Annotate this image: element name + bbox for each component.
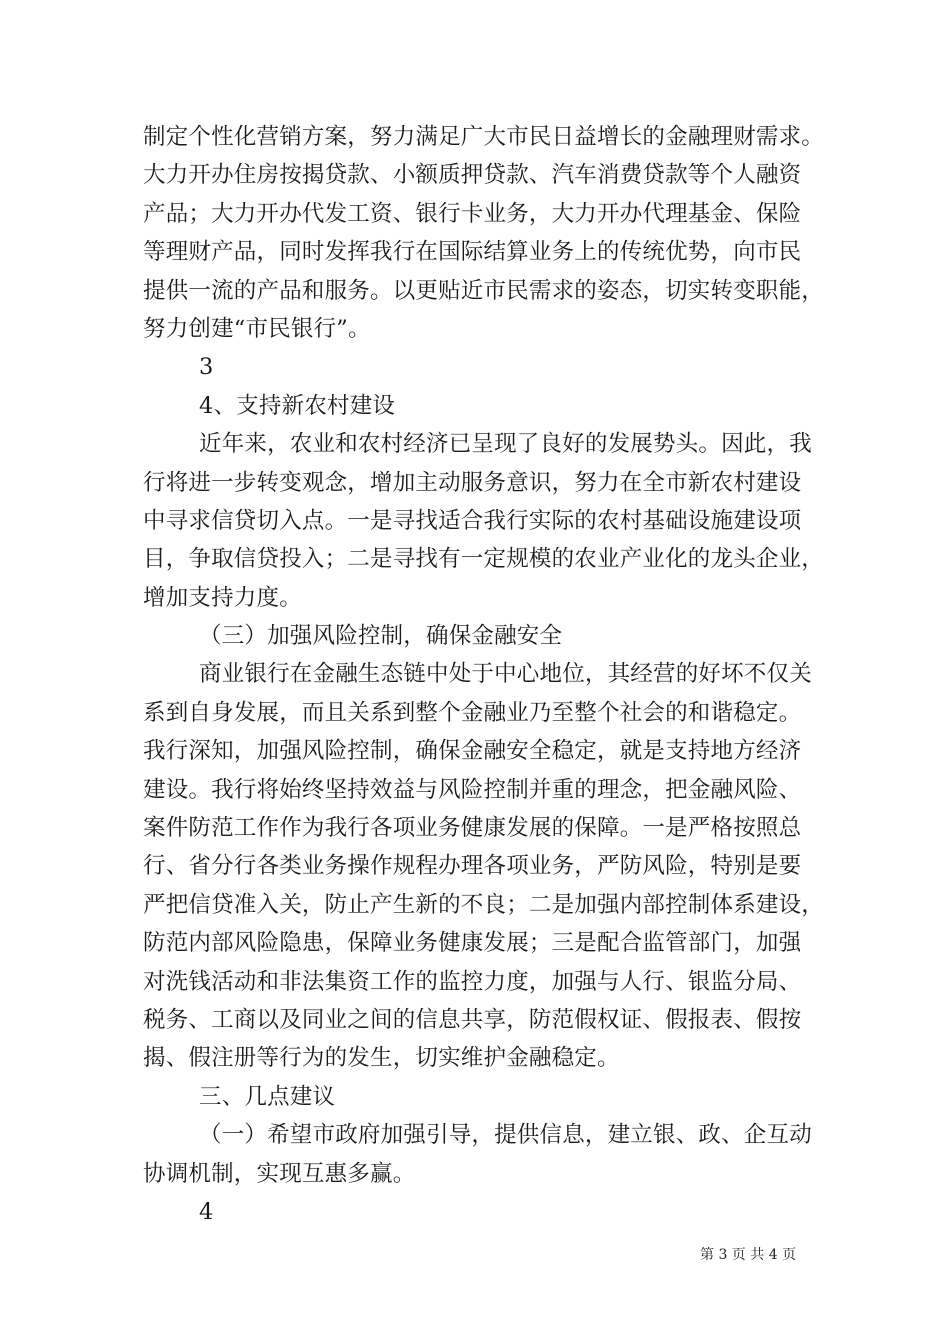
text-line: 努力创建“市民银行”。 <box>143 315 371 342</box>
text-line: 我行深知，加强风险控制，确保金融安全稳定，就是支持地方经济 <box>143 738 802 765</box>
text-line: 中寻求信贷切入点。一是寻找适合我行实际的农村基础设施建设项 <box>143 507 802 534</box>
text-line: 对洗钱活动和非法集资工作的监控力度，加强与人行、银监分局、 <box>143 968 802 995</box>
text-line: 制定个性化营销方案，努力满足广大市民日益增长的金融理财需求。 <box>143 124 825 150</box>
text-line: 目，争取信贷投入；二是寻找有一定规模的农业产业化的龙头企业， <box>143 546 825 573</box>
text-line: 税务、工商以及同业之间的信息共享，防范假权证、假报表、假按 <box>143 1006 802 1033</box>
text-line: 等理财产品，同时发挥我行在国际结算业务上的传统优势，向市民 <box>143 239 802 266</box>
text-line: 防范内部风险隐患，保障业务健康发展；三是配合监管部门，加强 <box>143 930 802 957</box>
document-body <box>143 118 825 1231</box>
text-line: 提供一流的产品和服务。以更贴近市民需求的姿态，切实转变职能， <box>143 277 825 304</box>
text-line: 建设。我行将始终坚持效益与风险控制并重的理念，把金融风险、 <box>143 776 802 803</box>
text-line: 商业银行在金融生态链中处于中心地位，其经营的好坏不仅关 <box>199 661 812 688</box>
text-line: （三）加强风险控制，确保金融安全 <box>199 623 563 650</box>
text-line: 揭、假注册等行为的发生，切实维护金融稳定。 <box>143 1045 620 1072</box>
text-line: 大力开办住房按揭贷款、小额质押贷款、汽车消费贷款等个人融资 <box>143 162 802 189</box>
text-line: 近年来，农业和农村经济已呈现了良好的发展势头。因此，我 <box>199 431 812 458</box>
text-line: 4、支持新农村建设 <box>199 392 396 419</box>
text-line: 系到自身发展，而且关系到整个金融业乃至整个社会的和谐稳定。 <box>143 699 802 726</box>
text-line: 严把信贷准入关，防止产生新的不良；二是加强内部控制体系建设， <box>143 891 825 918</box>
text-line: 三、几点建议 <box>199 1083 336 1110</box>
text-line: 行将进一步转变观念，增加主动服务意识，努力在全市新农村建设 <box>143 469 802 496</box>
text-line: 产品；大力开办代发工资、银行卡业务，大力开办代理基金、保险 <box>143 200 802 227</box>
text-line: 4 <box>199 1198 214 1225</box>
text-line: 行、省分行各类业务操作规程办理各项业务，严防风险，特别是要 <box>143 853 802 880</box>
text-line: 3 <box>199 354 214 381</box>
text-line: 协调机制，实现互惠多赢。 <box>143 1160 416 1187</box>
text-line: 增加支持力度。 <box>143 584 302 611</box>
text-line: （一）希望市政府加强引导，提供信息，建立银、政、企互动 <box>199 1122 812 1149</box>
page-number: 第 3 页 共 4 页 <box>700 1247 797 1263</box>
text-line: 案件防范工作作为我行各项业务健康发展的保障。一是严格按照总 <box>143 815 802 842</box>
